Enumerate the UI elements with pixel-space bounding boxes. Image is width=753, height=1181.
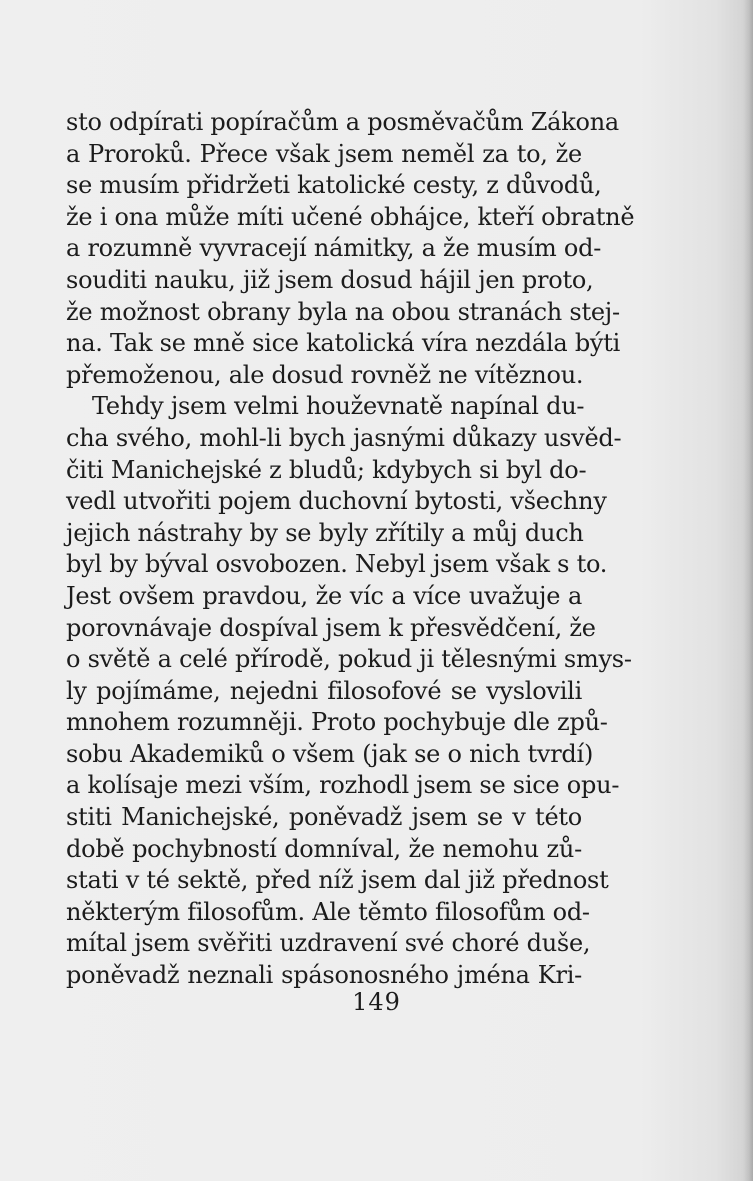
text-line: některým filosofům. Ale těmto filosofům od- [66,897,590,926]
text-line: a Proroků. Přece však jsem neměl za to, že [66,139,582,168]
text-line: době pochybností domníval, že nemohu zů- [66,834,582,863]
text-line: že možnost obrany byla na obou stranách stej- [66,297,620,326]
text-line: mnohem rozumněji. Proto pochybuje dle způ- [66,708,608,737]
text-line: a kolísaje mezi vším, rozhodl jsem se sice opu- [66,771,620,800]
text-line: že i ona může míti učené obhájce, kteří obratně [66,202,635,231]
text-line: se musím přidržeti katolické cesty, z důvodů, [66,171,602,200]
text-line: přemoženou, ale dosud rovněž ne vítěznou. [66,360,584,389]
body-text [66,107,635,992]
text-line: ly pojímáme, nejedni filosofové se vyslovili [66,676,582,705]
text-line: Jest ovšem pravdou, že víc a více uvažuje a [66,581,582,610]
text-line: a rozumně vyvracejí námitky, a že musím od- [66,234,602,263]
paragraph-start-line: Tehdy jsem velmi houževnatě napínal du- [92,392,585,421]
text-line: sobu Akademiků o všem (jak se o nich tvrdí) [66,739,594,768]
text-line: stati v té sektě, před níž jsem dal již přednost [66,866,609,895]
text-line: porovnávaje dospíval jsem k přesvědčení, že [66,613,596,642]
text-line: jejich nástrahy by se byly zřítily a můj duch [66,518,584,547]
text-line: byl by býval osvobozen. Nebyl jsem však s to. [66,550,608,579]
text-line: stiti Manichejské, poněvadž jsem se v této [66,803,582,832]
text-line: na. Tak se mně sice katolická víra nezdála býti [66,329,621,358]
text-line: cha svého, mohl-li bych jasnými důkazy usvěd- [66,423,622,452]
text-line: čiti Manichejské z bludů; kdybych si byl do- [66,455,587,484]
page-number: 149 [352,988,401,1016]
text-line: sto odpírati popíračům a posměvačům Zákona [66,108,619,136]
text-line: o světě a celé přírodě, pokud ji tělesnými smys- [66,645,632,674]
text-line: souditi nauku, již jsem dosud hájil jen proto, [66,265,594,294]
text-line: poněvadž neznali spásonosného jména Kri- [66,961,582,990]
text-line: mítal jsem svěřiti uzdravení své choré duše, [66,929,591,958]
text-line: vedl utvořiti pojem duchovní bytosti, všechny [66,487,607,516]
